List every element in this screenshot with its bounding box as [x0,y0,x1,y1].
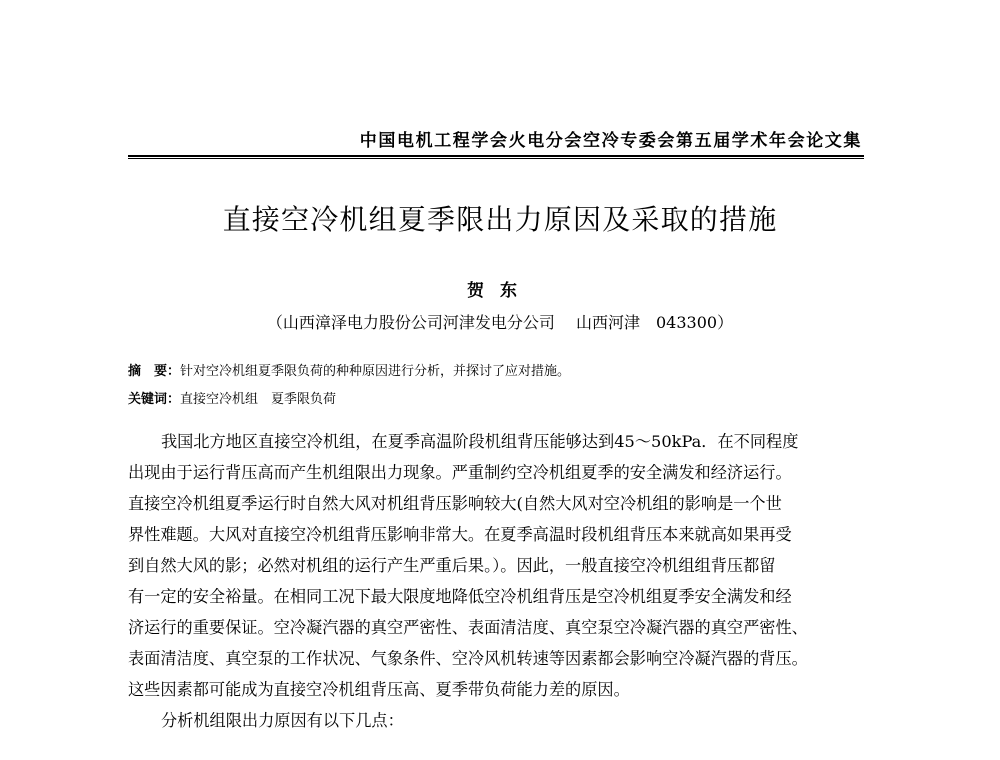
body-line: 出现由于运行背压高而产生机组限出力现象。严重制约空冷机组夏季的安全满发和经济运行。 [128,463,792,482]
body-line: 有一定的安全裕量。在相同工况下最大限度地降低空冷机组背压是空冷机组夏季安全满发和经 [128,587,792,606]
header-rule [128,155,864,159]
keywords [128,388,336,407]
body-line: 直接空冷机组夏季运行时自然大风对机组背压影响较大(自然大风对空冷机组的影响是一个世 [128,494,782,513]
body-line: 济运行的重要保证。空冷凝汽器的真空严密性、表面清洁度、真空泵空冷凝汽器的真空严密性、 [128,618,808,637]
abstract-text: 针对空冷机组夏季限负荷的种种原因进行分析，并探讨了应对措施。 [180,364,571,379]
abstract [128,360,570,379]
body-line: 到自然大风的影；必然对机组的运行产生严重后果。）。因此，一般直接空冷机组组背压都留 [128,556,776,575]
body-paragraphs [128,426,864,736]
body-line: 表面清洁度、真空泵的工作状况、气象条件、空冷风机转速等因素都会影响空冷凝汽器的背压。 [128,649,808,668]
author-affiliation: （山西漳泽电力股份公司河津发电分公司 山西河津 043300） [266,313,734,332]
article-title: 直接空冷机组夏季限出力原因及采取的措施 [222,203,778,236]
body-line: 界性难题。大风对直接空冷机组背压影响非常大。在夏季高温时段机组背压本来就高如果再受 [128,525,792,544]
body-line: 这些因素都可能成为直接空冷机组背压高、夏季带负荷能力差的原因。 [128,680,630,699]
body-line: 我国北方地区直接空冷机组，在夏季高温阶段机组背压能够达到45～50kPa．在不同程度 [161,432,799,451]
author-name: 贺东 [467,281,533,301]
abstract-label: 摘 要： [128,364,181,379]
keywords-label: 关键词： [128,392,181,407]
body-line: 分析机组限出力原因有以下几点： [161,711,404,730]
keywords-text: 直接空冷机组 夏季限负荷 [180,392,337,407]
running-header: 中国电机工程学会火电分会空冷专委会第五届学术年会论文集 [359,131,862,151]
